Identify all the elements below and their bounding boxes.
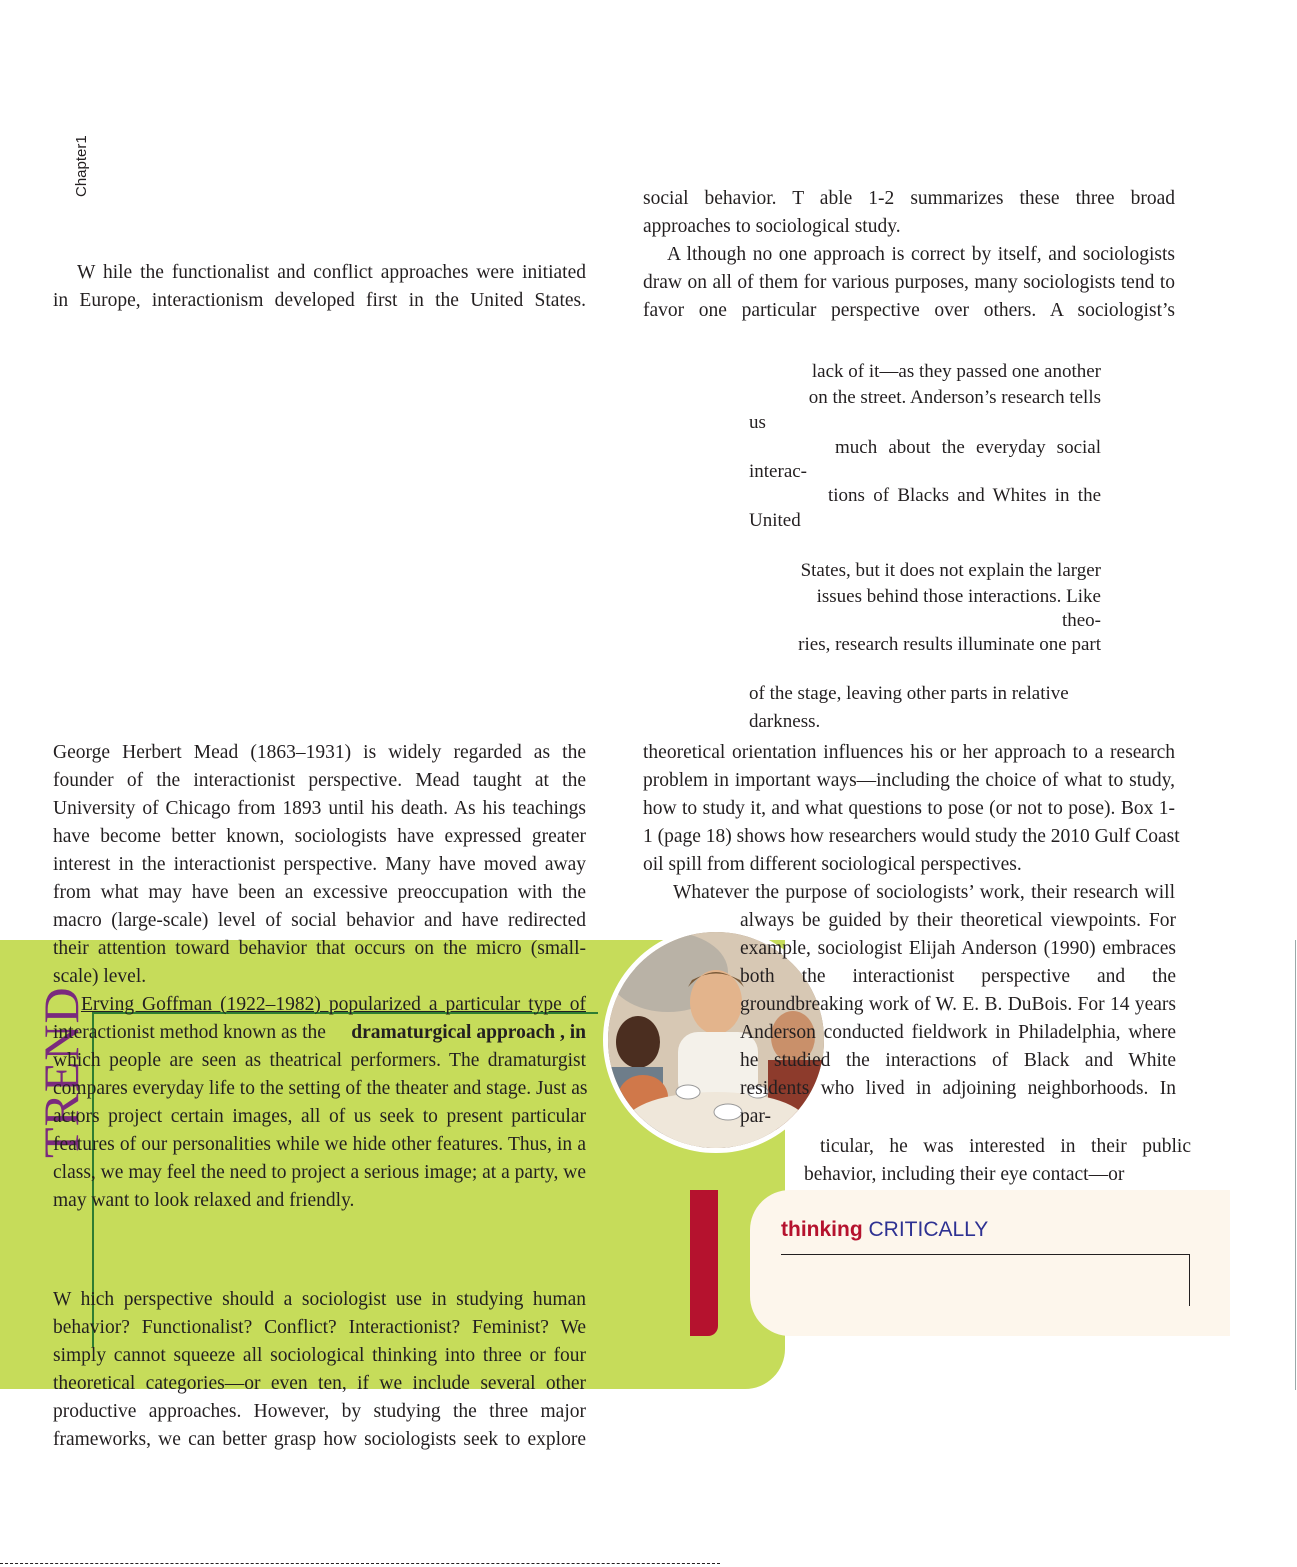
text-line: ticular, he was interested in their public: [820, 1136, 1191, 1157]
callout-line: us: [749, 412, 766, 433]
text-line: compares everyday life to the setting of the theater and stage. Just as: [53, 1078, 588, 1099]
footer-rule: [0, 1563, 720, 1564]
text-line: problem in important ways—including the choice of what to study,: [643, 770, 1175, 791]
text-line: residents who lived in adjoining neighborhoods. In: [740, 1078, 1176, 1099]
callout-line: theo-: [1061, 610, 1101, 631]
callout-line: interac-: [749, 461, 808, 482]
text-line: Erving Goffman (1922–1982) popularized a particular type of: [81, 994, 586, 1015]
text-line: in Europe, interactionism developed first in the United States.: [53, 290, 586, 311]
text-line: their attention toward behavior that occurs on the micro (small-: [53, 938, 586, 959]
perspective-paragraph: [53, 1286, 586, 1454]
heading-word-critically: CRITICALLY: [868, 1218, 989, 1241]
text-line: simply cannot squeeze all sociological thinking into three or four: [53, 1345, 586, 1366]
text-line: draw on all of them for various purposes, many sociologists tend to: [643, 272, 1175, 293]
text-line: interest in the interactionist perspective. Many have moved away: [53, 854, 586, 875]
callout-line: tions of Blacks and Whites in the: [828, 485, 1101, 506]
text-line: he studied the interactions of Black and White: [740, 1050, 1176, 1071]
text-line: have become better known, sociologists have expressed greater: [53, 826, 586, 847]
text-line: class, we may feel the need to project a serious image; at a party, we: [53, 1162, 586, 1183]
anderson-paragraph-cont: [804, 1133, 1191, 1189]
text-line: productive approaches. However, by studying the three major: [53, 1401, 586, 1422]
text-line: approaches to sociological study.: [643, 216, 901, 237]
text-line: oil spill from different sociological perspectives.: [643, 854, 1022, 875]
callout-line: lack of it—as they passed one another: [811, 361, 1101, 382]
text-line: both the interactionist perspective and the: [740, 966, 1176, 987]
text-line: W hile the functionalist and conflict approaches were initiated: [77, 262, 586, 283]
text-line: may want to look relaxed and friendly.: [53, 1190, 355, 1211]
text-line: Whatever the purpose of sociologists’ work, their research will: [673, 882, 1175, 903]
text-line: frameworks, we can better grasp how sociologists seek to explore: [53, 1429, 586, 1450]
text-line: favor one particular perspective over others. A sociologist’s: [643, 300, 1175, 321]
callout-line: United: [749, 510, 801, 531]
text-line: theoretical categories—or even ten, if we include several other: [53, 1373, 586, 1394]
heading-rule: [781, 1254, 1190, 1255]
text-fragment: , in: [559, 1022, 586, 1043]
text-line: how to study it, and what questions to pose (or not to pose). Box 1-: [643, 798, 1175, 819]
text-line: theoretical orientation influences his or her approach to a research: [643, 742, 1175, 763]
whatever-line: [673, 879, 1175, 907]
key-term-dramaturgical: dramaturgical approach: [351, 1022, 556, 1043]
mead-paragraph: [53, 739, 586, 991]
callout-line: darkness.: [749, 711, 821, 732]
text-line: actors project certain images, all of us seek to present particular: [53, 1106, 586, 1127]
goffman-paragraph: [53, 991, 586, 1215]
text-line: social behavior. T able 1-2 summarizes these three broad: [643, 188, 1175, 209]
text-line: W hich perspective should a sociologist use in studying human: [53, 1289, 586, 1310]
text-line: always be guided by their theoretical viewpoints. For: [740, 910, 1176, 931]
text-line: macro (large-scale) level of social behavior and have redirected: [53, 910, 586, 931]
callout-line: issues behind those interactions. Like: [816, 586, 1101, 607]
text-line: [53, 1019, 586, 1047]
intro-paragraph: [53, 259, 586, 315]
callout-line: of the stage, leaving other parts in relative: [749, 683, 1069, 704]
text-line: founder of the interactionist perspective. Mead taught at the: [53, 770, 586, 791]
text-fragment: interactionist method known as the: [53, 1022, 326, 1043]
callout-line: on the street. Anderson’s research tells: [808, 387, 1101, 408]
text-line: 1 (page 18) shows how researchers would study the 2010 Gulf Coast: [643, 826, 1180, 847]
text-line: George Herbert Mead (1863–1931) is widely regarded as the: [53, 742, 586, 763]
margin-rule: [1295, 940, 1296, 1390]
trend-label: TREND: [33, 986, 89, 1158]
text-line: from what may have been an excessive preoccupation with the: [53, 882, 586, 903]
running-head: Chapter1: [73, 135, 90, 197]
anderson-paragraph: [740, 907, 1176, 1131]
heading-rule-right: [1189, 1254, 1190, 1306]
callout-line: States, but it does not explain the larger: [800, 560, 1101, 581]
heading-word-thinking: thinking: [781, 1218, 863, 1241]
text-line: example, sociologist Elijah Anderson (1990) embraces: [740, 938, 1176, 959]
text-line: par-: [740, 1106, 772, 1127]
accent-bar: [690, 1190, 718, 1336]
text-line: groundbreaking work of W. E. B. DuBois. For 14 years: [740, 994, 1176, 1015]
text-line: A lthough no one approach is correct by itself, and sociologists: [667, 244, 1175, 265]
text-line: scale) level.: [53, 966, 147, 987]
text-line: University of Chicago from 1893 until his death. As his teachings: [53, 798, 586, 819]
text-line: Anderson conducted fieldwork in Philadelphia, where: [740, 1022, 1176, 1043]
text-line: behavior, including their eye contact—or: [804, 1164, 1125, 1185]
text-line: features of our personalities while we hide other features. Thus, in a: [53, 1134, 586, 1155]
right-mid-paragraph: [643, 739, 1180, 879]
text-line: behavior? Functionalist? Conflict? Interactionist? Feminist? We: [53, 1317, 586, 1338]
callout-line: much about the everyday social: [835, 437, 1101, 458]
callout-line: ries, research results illuminate one part: [798, 634, 1101, 655]
thinking-critically-heading: [781, 1218, 988, 1242]
thinking-critically-panel: [750, 1190, 1230, 1336]
text-line: which people are seen as theatrical performers. The dramaturgist: [53, 1050, 586, 1071]
right-top-paragraph: [643, 185, 1175, 325]
